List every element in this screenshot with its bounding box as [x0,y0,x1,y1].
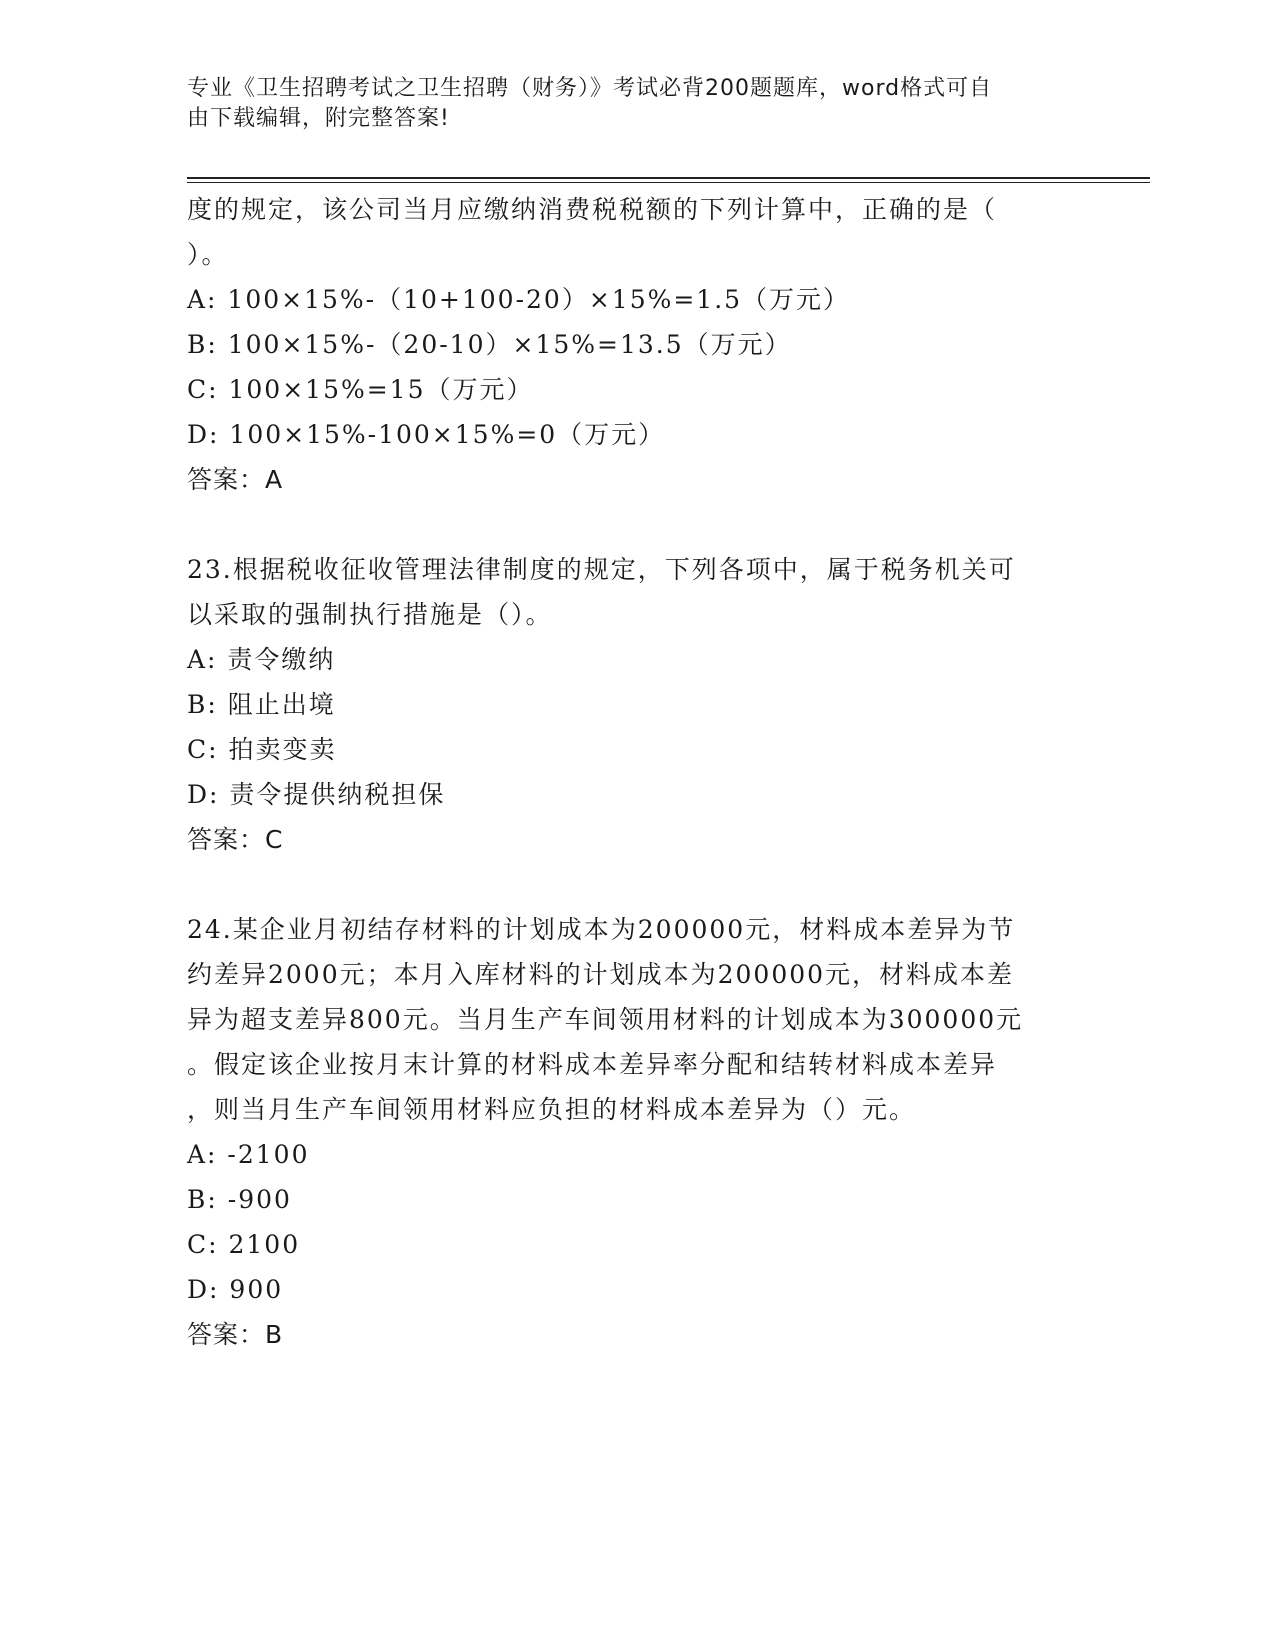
option-b: B: -900 [187,1185,292,1214]
header-line-1: 专业《卫生招聘考试之卫生招聘（财务）》考试必背200题题库，word格式可自 [187,76,993,101]
document-header [187,74,1067,134]
option-c: C: 拍卖变卖 [187,735,337,764]
question-block [187,187,1087,502]
header-rule-thin [187,182,1150,183]
question-stem-line: ，则当月生产车间领用材料应负担的材料成本差异为（）元。 [187,1095,917,1124]
answer-line: 答案：C [187,825,284,854]
answer-line: 答案：A [187,465,284,494]
option-a: A: 100×15%-（10+100-20）×15%=1.5（万元） [187,285,851,314]
option-d: D: 900 [187,1275,284,1304]
question-list [187,187,1087,1357]
question-stem-line: 以采取的强制执行措施是（）。 [187,600,553,629]
option-b: B: 阻止出境 [187,690,336,719]
question-stem-line: 度的规定，该公司当月应缴纳消费税税额的下列计算中，正确的是（ [187,195,998,224]
question-stem-line: ）。 [187,240,229,269]
spacer [187,502,1087,547]
question-stem-line: 。假定该企业按月末计算的材料成本差异率分配和结转材料成本差异 [187,1050,998,1079]
question-stem-line: 约差异2000元；本月入库材料的计划成本为200000元，材料成本差 [187,960,1015,989]
question-block [187,907,1087,1357]
question-stem-line: 23.根据税收征收管理法律制度的规定，下列各项中，属于税务机关可 [187,555,1016,584]
option-c: C: 100×15%=15（万元） [187,375,534,404]
option-d: D: 100×15%-100×15%=0（万元） [187,420,666,449]
option-d: D: 责令提供纳税担保 [187,780,446,809]
spacer [187,862,1087,907]
header-rule-thick [187,177,1150,179]
option-a: A: -2100 [187,1140,310,1169]
question-stem-line: 异为超支差异800元。当月生产车间领用材料的计划成本为300000元 [187,1005,1024,1034]
header-line-2: 由下载编辑，附完整答案! [187,106,450,131]
question-stem-line: 24.某企业月初结存材料的计划成本为200000元，材料成本差异为节 [187,915,1016,944]
option-c: C: 2100 [187,1230,301,1259]
option-a: A: 责令缴纳 [187,645,336,674]
question-block [187,547,1087,862]
answer-line: 答案：B [187,1320,284,1349]
option-b: B: 100×15%-（20-10）×15%=13.5（万元） [187,330,792,359]
